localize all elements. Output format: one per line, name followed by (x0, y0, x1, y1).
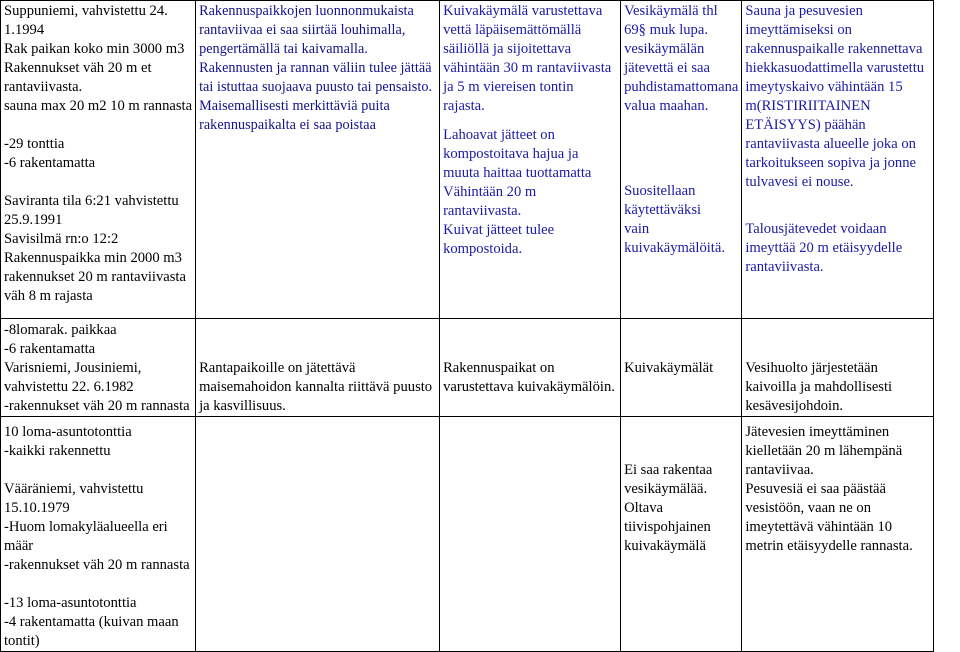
text-line: Oltava (624, 500, 663, 516)
text-line: -kaikki rakennettu (4, 443, 111, 459)
text-line: -8lomarak. paikkaa (4, 322, 117, 338)
cell-waste-rules (440, 1, 621, 319)
cell-no-wc (621, 417, 742, 652)
text-line: kuivakäymälöitä. (624, 240, 725, 256)
text-line: määr (4, 538, 34, 554)
text-line: Vääräniemi, vahvistettu (4, 481, 144, 497)
washwater-text: Pesuvesiä ei saa päästää vesistöön, vaan ne on imeytettävä vähintään 10 metrin etäisyydelle rannasta. (745, 481, 913, 554)
text-line: vesikäymälää. (624, 481, 708, 497)
spacer (4, 173, 192, 192)
text-line: -6 rakentamatta (4, 341, 96, 357)
text-line: -29 tonttia (4, 136, 65, 152)
spacer (745, 192, 930, 220)
text-line: -13 loma-asuntotonttia (4, 595, 137, 611)
text-line: vahvistettu 22. 6.1982 (4, 379, 134, 395)
cell-empty (440, 417, 621, 652)
text-line: rakennukset 20 m rantaviivasta (4, 269, 186, 285)
table-row (1, 319, 934, 417)
text-line: valua maahan. (624, 98, 709, 114)
cell-vegetation-rule (196, 319, 440, 417)
text-line: sauna max 20 m2 10 m rannasta (4, 98, 193, 114)
text-line: Suositellaan (624, 183, 696, 199)
cell-wastewater (742, 417, 934, 652)
toilet-type-text: Kuivakäymälät (624, 360, 714, 376)
text-line: puhdistamattomana (624, 79, 739, 95)
cell-plans-1 (1, 1, 196, 319)
text-line: kuivakäymälä (624, 538, 706, 554)
dry-toilet-required-text: Rakennuspaikat on varustettava kuivakäymälöin. (443, 360, 615, 395)
cell-water-supply (742, 319, 934, 417)
text-line: tiivispohjainen (624, 519, 711, 535)
cell-empty (196, 417, 440, 652)
spacer (443, 116, 617, 126)
spacer (4, 461, 192, 480)
text-line: -rakennukset väh 20 m rannasta (4, 557, 190, 573)
cell-plans-3 (1, 417, 196, 652)
dry-toilet-text: Kuivakäymälä varustettava vettä läpäisemättömällä säiliöllä ja sijoitettava vähintään 30 m rantaviivasta ja 5 m viereisen tontin rajasta. (443, 3, 612, 114)
landscape-text: Rakennuspaikkojen luonnonmukaista rantaviivaa ei saa siirtää louhimalla, pengertämällä tai kaivamalla. Rakennusten ja rannan väliin tulee jättää tai istuttaa suojaava puusto tai pensaisto. Maisemallisesti merkittäviä puita rakennuspaikalta ei saa poistaa (199, 3, 433, 133)
text-line: vain (624, 221, 650, 237)
text-line: 10 loma-asuntotonttia (4, 424, 132, 440)
vegetation-text: Rantapaikoille on jätettävä maisemahoidon kannalta riittävä puusto ja kasvillisuus. (199, 360, 433, 414)
wastewater-text: Jätevesien imeyttäminen kielletään 20 m lähempänä rantaviivaa. (745, 424, 903, 478)
cell-water-rules (742, 1, 934, 319)
dry-waste-text: Kuivat jätteet tulee kompostoida. (443, 222, 555, 257)
text-line: -4 rakentamatta (kuivan maan (4, 614, 179, 630)
text-line: 69§ muk lupa. (624, 22, 708, 38)
text-line: Rakennuspaikka min 2000 m3 (4, 250, 182, 266)
table-row (1, 417, 934, 652)
text-line: Suppuniemi, vahvistettu 24. (4, 3, 168, 19)
compost-text: Lahoavat jätteet on kompostoitava hajua ja muuta haittaa tuottamatta Vähintään 20 m rantaviivasta. (443, 127, 592, 219)
table-row (1, 1, 934, 319)
text-line: Rak paikan koko min 3000 m3 (4, 41, 185, 57)
text-line: väh 8 m rajasta (4, 288, 93, 304)
text-line: käytettäväksi (624, 202, 702, 218)
cell-toilet-type (621, 319, 742, 417)
cell-landscape-rules (196, 1, 440, 319)
text-line: 1.1994 (4, 22, 45, 38)
text-line: -6 rakentamatta (4, 155, 96, 171)
text-line: Savisilmä rn:o 12:2 (4, 231, 119, 247)
text-line: rantaviivasta. (4, 79, 83, 95)
text-line: vesikäymälän (624, 41, 705, 57)
household-water-text: Talousjätevedet voidaan imeyttää 20 m etäisyydelle rantaviivasta. (745, 221, 903, 275)
spacer (4, 116, 192, 135)
text-line: -rakennukset väh 20 m rannasta (4, 398, 190, 414)
text-line: Vesikäymälä thl (624, 3, 718, 19)
cell-dry-toilet-rule (440, 319, 621, 417)
cell-toilet-rules (621, 1, 742, 319)
text-line: tontit) (4, 633, 40, 649)
text-line: Ei saa rakentaa (624, 462, 713, 478)
text-line: -Huom lomakyläalueella eri (4, 519, 168, 535)
text-line: Rakennukset väh 20 m et (4, 60, 152, 76)
text-line: jätevettä ei saa (624, 60, 710, 76)
text-line: Saviranta tila 6:21 vahvistettu (4, 193, 179, 209)
text-line: 25.9.1991 (4, 212, 63, 228)
text-line: Varisniemi, Jousiniemi, (4, 360, 142, 376)
text-line: 15.10.1979 (4, 500, 70, 516)
cell-plans-2 (1, 319, 196, 417)
spacer (624, 116, 738, 182)
sauna-water-text: Sauna ja pesuvesien imeyttämiseksi on rakennuspaikalle rakennettava hiekkasuodattimella varustettu imeytyskaivo vähintään 15 m(RISTIRIITAINEN ETÄISYYS) päähän rantaviivasta alueelle joka on tarkoitukseen sopiva ja jonne tulvavesi ei nouse. (745, 3, 925, 190)
water-supply-text: Vesihuolto järjestetään kaivoilla ja mahdollisesti kesävesijohdoin. (745, 360, 893, 414)
spacer (4, 575, 192, 594)
